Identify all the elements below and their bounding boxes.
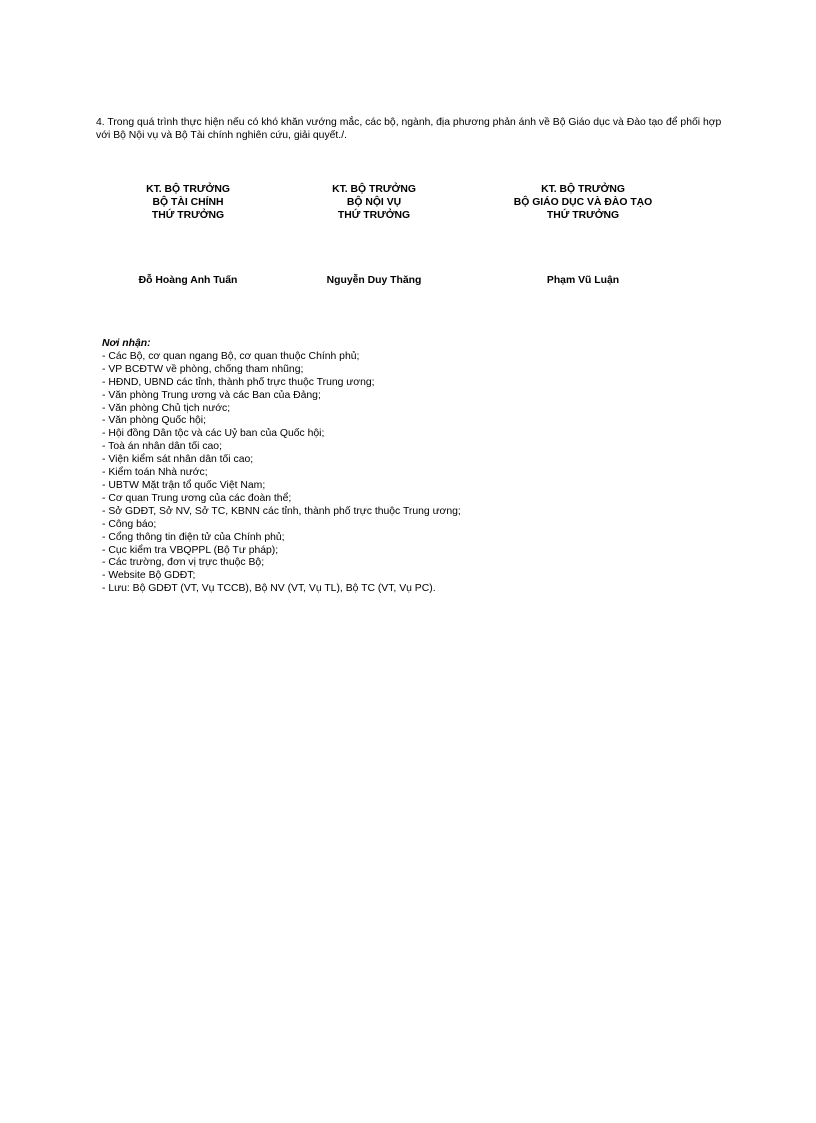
list-item: - Công báo;	[102, 518, 157, 530]
list-item: - Văn phòng Chủ tịch nước;	[102, 402, 231, 414]
signer-name-home-affairs: Nguyễn Duy Thăng	[326, 275, 422, 286]
signature-title-line1: KT. BỘ TRƯỞNG	[332, 184, 416, 195]
list-item: - Toà án nhân dân tối cao;	[102, 441, 222, 453]
list-item: - Lưu: Bộ GDĐT (VT, Vụ TCCB), Bộ NV (VT, Vụ TL), Bộ TC (VT, Vụ PC).	[102, 583, 436, 595]
signature-block-home-affairs	[294, 183, 454, 222]
list-item: - Cơ quan Trung ương của các đoàn thể;	[102, 492, 292, 504]
list-item: - Các trường, đơn vị trực thuộc Bộ;	[102, 557, 265, 569]
list-item: - Văn phòng Trung ương và các Ban của Đảng;	[102, 389, 321, 401]
list-item: - VP BCĐTW về phòng, chống tham nhũng;	[102, 363, 304, 375]
list-item: - Hội đồng Dân tộc và các Uỷ ban của Quốc hội;	[102, 428, 325, 440]
signer-name-education: Phạm Vũ Luận	[546, 275, 620, 286]
recipients-section	[102, 338, 702, 596]
list-item: - UBTW Mặt trận tổ quốc Việt Nam;	[102, 479, 266, 491]
list-item: - Văn phòng Quốc hội;	[102, 415, 206, 427]
signer-name-finance: Đỗ Hoàng Anh Tuấn	[138, 275, 238, 286]
signature-title-line3: THỨ TRƯỞNG	[151, 210, 225, 221]
list-item: - Viện kiểm sát nhân dân tối cao;	[102, 454, 254, 466]
signature-title-line1: KT. BỘ TRƯỞNG	[541, 184, 625, 195]
list-item: - HĐND, UBND các tỉnh, thành phố trực thuộc Trung ương;	[102, 376, 375, 388]
signature-title-line2: BỘ NỘI VỤ	[346, 197, 402, 208]
signature-title-line3: THỨ TRƯỞNG	[337, 210, 411, 221]
closing-paragraph: 4. Trong quá trình thực hiện nếu có khó khăn vướng mắc, các bộ, ngành, địa phương phản ánh về Bộ Giáo dục và Đào tạo để phối hợp với Bộ Nội vụ và Bộ Tài chính nghiên cứu, giải quyết./.	[96, 117, 722, 141]
recipients-title: Nơi nhận:	[102, 338, 151, 349]
signature-title-line1: KT. BỘ TRƯỞNG	[146, 184, 230, 195]
list-item: - Cục kiểm tra VBQPPL (Bộ Tư pháp);	[102, 544, 279, 556]
signature-title-line2: BỘ GIÁO DỤC VÀ ĐÀO TẠO	[513, 197, 653, 208]
list-item: - Các Bộ, cơ quan ngang Bộ, cơ quan thuộc Chính phủ;	[102, 350, 360, 362]
list-item: - Sở GDĐT, Sở NV, Sở TC, KBNN các tỉnh, thành phố trực thuộc Trung ương;	[102, 505, 461, 517]
signature-block-education	[483, 183, 683, 222]
list-item: - Cổng thông tin điện tử của Chính phủ;	[102, 531, 285, 543]
signature-title-line3: THỨ TRƯỞNG	[546, 210, 620, 221]
list-item: - Website Bộ GDĐT;	[102, 570, 196, 582]
signature-block-finance	[108, 183, 268, 222]
signature-title-line2: BỘ TÀI CHÍNH	[152, 197, 224, 208]
recipients-list	[102, 351, 702, 596]
list-item: - Kiểm toán Nhà nước;	[102, 467, 208, 479]
